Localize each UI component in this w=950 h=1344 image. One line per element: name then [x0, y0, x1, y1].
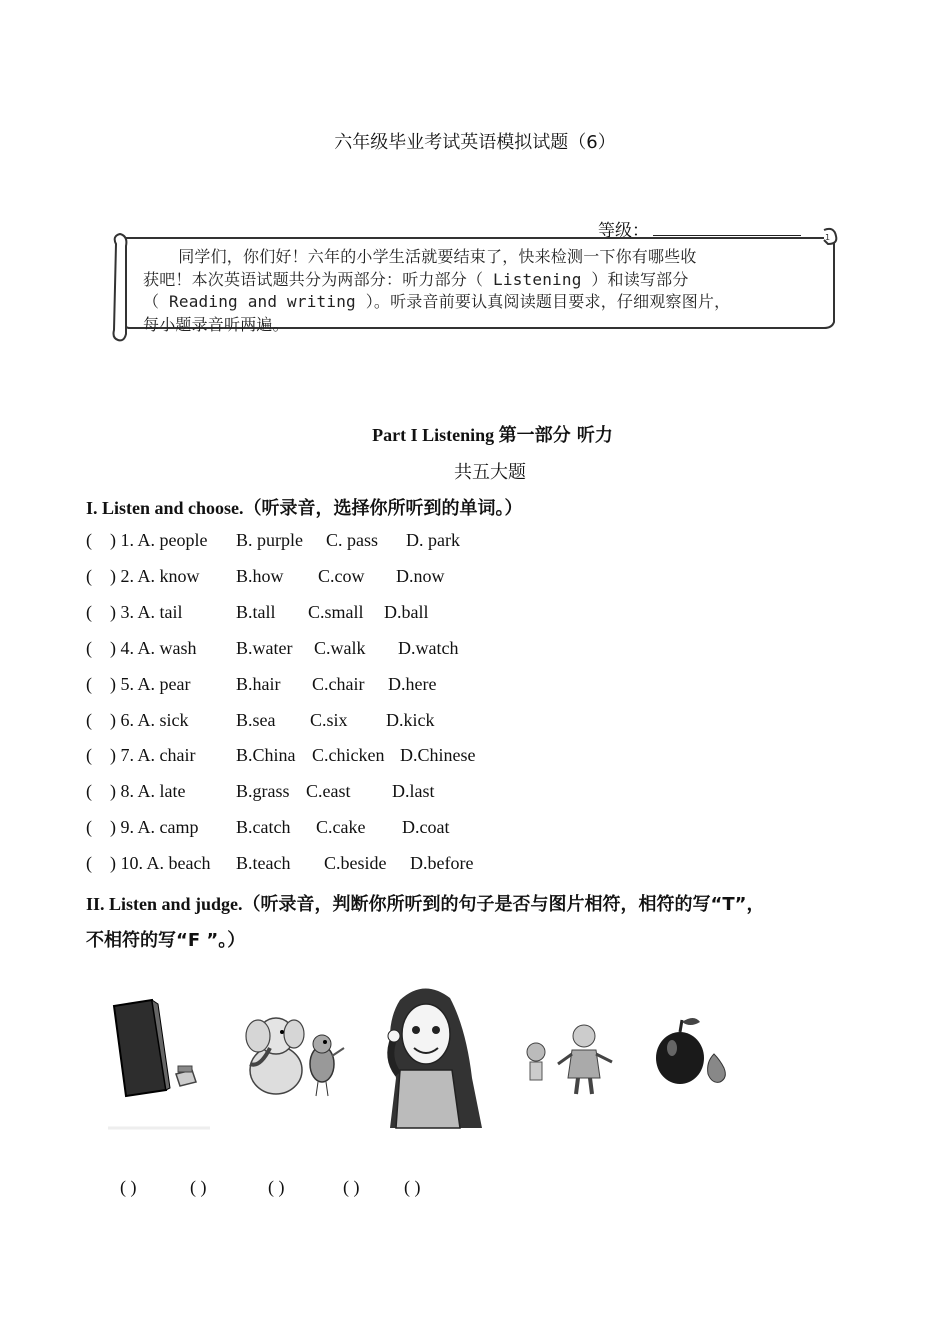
- section2-heading-cn: （听录音，判断你所听到的句子是否与图片相符，相符的写“T”，: [242, 894, 765, 915]
- girl-waving-picture: [388, 988, 482, 1128]
- question-option-b: B.teach: [236, 853, 291, 874]
- question-option-d: D.kick: [386, 709, 435, 730]
- question-option-a: ) 8. A. late: [110, 781, 186, 802]
- question-option-d: D. park: [406, 530, 460, 550]
- question-option-c: C. pass: [326, 530, 379, 550]
- question-option-c: C.walk: [314, 637, 366, 658]
- answer-blank[interactable]: (: [86, 601, 92, 622]
- question-option-c: C.six: [310, 709, 348, 730]
- intro-line-1: 同学们，你们好！六年的小学生活就要结束了，快来检测一下你有哪些收: [178, 247, 697, 266]
- answer-blank[interactable]: (: [86, 745, 92, 766]
- intro-line-3: （ Reading and writing ）。听录音前要认真阅读题目要求，仔细观察图片，: [143, 292, 731, 311]
- question-option-a: ) 7. A. chair: [110, 745, 196, 766]
- section2-heading-line2: 不相符的写“F ”。）: [86, 930, 246, 951]
- answer-blank[interactable]: (: [86, 565, 92, 586]
- section2-heading-line1: [86, 890, 764, 916]
- question-option-c: C.chicken: [312, 745, 385, 766]
- question-option-b: B.catch: [236, 817, 291, 838]
- question-option-d: D.watch: [398, 637, 459, 658]
- question-option-c: C.cow: [318, 565, 365, 586]
- judge-answer-blank[interactable]: ( ): [120, 1177, 137, 1197]
- grade-label: 等级：: [598, 221, 649, 241]
- question-option-d: D.here: [388, 673, 437, 694]
- question-option-d: D.Chinese: [400, 745, 476, 766]
- intro-line-4: 每小题录音听两遍。: [143, 314, 289, 334]
- question-option-d: D.coat: [402, 817, 450, 838]
- book-and-eraser-picture: [108, 1000, 210, 1128]
- answer-blank[interactable]: (: [86, 781, 92, 802]
- question-option-c: C.east: [306, 781, 351, 802]
- question-option-b: B.grass: [236, 781, 290, 802]
- boy-and-girl-picture: [527, 1025, 612, 1094]
- judge-answer-blank[interactable]: ( ): [268, 1177, 285, 1197]
- judge-answer-blank[interactable]: ( ): [404, 1177, 421, 1197]
- question-option-c: C.chair: [312, 673, 365, 694]
- part-total: 共五大题: [454, 462, 526, 483]
- answer-blank[interactable]: (: [86, 637, 92, 658]
- question-option-a: ) 3. A. tail: [110, 601, 183, 622]
- part-heading-cn: 第一部分 听力: [498, 425, 613, 446]
- elephant-and-bird-picture: [246, 1018, 344, 1096]
- picture-row: [100, 978, 750, 1138]
- question-option-c: C.cake: [316, 817, 366, 838]
- question-option-a: ) 5. A. pear: [110, 673, 191, 694]
- section1-heading-cn: （听录音，选择你所听到的单词。）: [243, 498, 523, 519]
- intro-line-2: 获吧！本次英语试题共分为两部分：听力部分（ Listening ）和读写部分: [143, 269, 689, 289]
- question-option-a: ) 9. A. camp: [110, 817, 199, 838]
- answer-blank[interactable]: (: [86, 853, 92, 874]
- question-option-b: B. purple: [236, 530, 303, 550]
- answer-blank[interactable]: (: [86, 817, 92, 838]
- section1-heading-en: I. Listen and choose.: [86, 498, 244, 518]
- question-option-b: B.water: [236, 637, 293, 658]
- question-option-a: ) 10. A. beach: [110, 853, 211, 874]
- judge-answer-blank[interactable]: ( ): [343, 1177, 360, 1197]
- section2-heading-en: II. Listen and judge.: [86, 894, 243, 914]
- part-heading: [0, 421, 950, 447]
- question-option-a: ) 2. A. know: [110, 565, 200, 586]
- question-option-a: ) 4. A. wash: [110, 637, 197, 658]
- question-option-b: B.tall: [236, 601, 276, 622]
- question-option-c: C.beside: [324, 853, 387, 874]
- question-option-d: D.ball: [384, 601, 429, 622]
- apple-and-pear-picture: [656, 1018, 725, 1084]
- page-title: 六年级毕业考试英语模拟试题（6）: [334, 132, 616, 153]
- judge-answer-blank[interactable]: ( ): [190, 1177, 207, 1197]
- part-heading-en: Part I Listening: [372, 425, 499, 445]
- question-option-d: D.before: [410, 853, 474, 874]
- answer-blank[interactable]: (: [86, 530, 92, 550]
- question-option-b: B.hair: [236, 673, 281, 694]
- answer-blank[interactable]: (: [86, 673, 92, 694]
- question-option-a: ) 1. A. people: [110, 530, 208, 550]
- section1-heading: [86, 494, 523, 520]
- question-option-b: B.how: [236, 565, 284, 586]
- intro-text: [143, 246, 813, 336]
- question-option-c: C.small: [308, 601, 364, 622]
- question-option-a: ) 6. A. sick: [110, 709, 189, 730]
- question-option-d: D.now: [396, 565, 445, 586]
- svg-text:1: 1: [825, 233, 831, 242]
- question-option-d: D.last: [392, 781, 435, 802]
- question-option-b: B.China: [236, 745, 296, 766]
- question-option-b: B.sea: [236, 709, 276, 730]
- answer-blank[interactable]: (: [86, 709, 92, 730]
